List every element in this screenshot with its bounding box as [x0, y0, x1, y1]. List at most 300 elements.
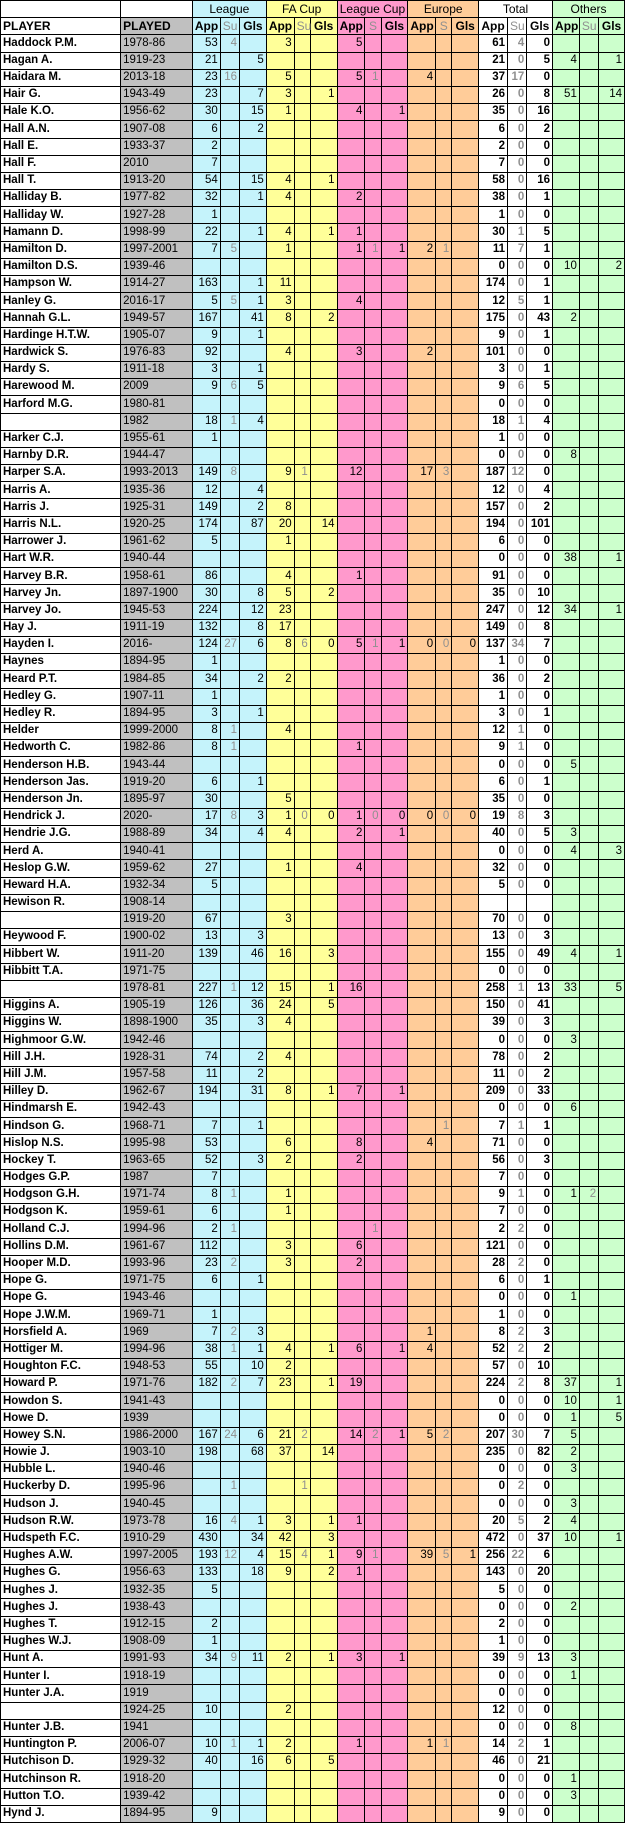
europe-gls	[452, 946, 479, 963]
facup-gls	[310, 722, 337, 739]
played-years: 1958-61	[121, 568, 193, 585]
league-su	[220, 1204, 239, 1221]
total-app: 78	[479, 1049, 508, 1066]
europe-gls	[452, 1066, 479, 1083]
europe-su	[436, 1530, 452, 1547]
total-su: 0	[508, 654, 527, 671]
facup-gls	[310, 1496, 337, 1513]
total-app: 9	[479, 740, 508, 757]
league-app	[192, 447, 220, 464]
others-app: 5	[553, 1427, 580, 1444]
others-gls	[599, 121, 625, 138]
facup-gls	[310, 1393, 337, 1410]
total-su: 5	[508, 293, 527, 310]
others-su	[579, 1771, 598, 1788]
header-gls: Gls	[381, 18, 408, 35]
facup-app: 3	[266, 35, 294, 52]
total-app: 1	[479, 1307, 508, 1324]
europe-gls	[452, 1530, 479, 1547]
total-gls: 101	[527, 516, 553, 533]
league-su	[220, 826, 239, 843]
league-app	[192, 1599, 220, 1616]
europe-app	[408, 1307, 436, 1324]
others-app	[553, 963, 580, 980]
total-app: 11	[479, 241, 508, 258]
league-app: 40	[192, 1754, 220, 1771]
league-gls: 1	[240, 1118, 267, 1135]
total-gls: 0	[527, 1668, 553, 1685]
facup-app: 3	[266, 1513, 294, 1530]
league-su	[220, 207, 239, 224]
league-gls: 46	[240, 946, 267, 963]
europe-su	[436, 190, 452, 207]
europe-gls	[452, 430, 479, 447]
others-gls	[599, 1685, 625, 1702]
facup-app: 1	[266, 860, 294, 877]
total-app: 70	[479, 911, 508, 928]
leaguecup-su	[365, 1358, 381, 1375]
others-su	[579, 1685, 598, 1702]
total-su: 0	[508, 1444, 527, 1461]
facup-app	[266, 1393, 294, 1410]
total-app: 36	[479, 671, 508, 688]
league-gls: 18	[240, 1565, 267, 1582]
leaguecup-app	[337, 1204, 365, 1221]
leaguecup-gls	[381, 1616, 408, 1633]
total-app: 0	[479, 1599, 508, 1616]
others-su	[579, 172, 598, 189]
facup-app	[266, 52, 294, 69]
europe-su	[436, 1616, 452, 1633]
others-app	[553, 396, 580, 413]
league-app: 3	[192, 705, 220, 722]
table-row	[1, 1290, 625, 1307]
others-app	[553, 877, 580, 894]
league-su	[220, 344, 239, 361]
total-app: 5	[479, 1582, 508, 1599]
header-s: S	[365, 18, 381, 35]
facup-su	[294, 413, 310, 430]
league-su	[220, 705, 239, 722]
facup-app	[266, 1066, 294, 1083]
europe-app	[408, 791, 436, 808]
others-app: 10	[553, 258, 580, 275]
total-su: 0	[508, 791, 527, 808]
leaguecup-su: 2	[365, 1427, 381, 1444]
league-su	[220, 138, 239, 155]
europe-app	[408, 1565, 436, 1582]
total-su: 0	[508, 997, 527, 1014]
facup-gls	[310, 430, 337, 447]
league-gls: 6	[240, 636, 267, 653]
leaguecup-su	[365, 138, 381, 155]
group-fa-cup: FA Cup	[266, 1, 337, 18]
others-su	[579, 1496, 598, 1513]
facup-su	[294, 1651, 310, 1668]
leaguecup-su	[365, 1135, 381, 1152]
player-name: Haynes	[1, 654, 121, 671]
others-gls	[599, 396, 625, 413]
league-app: 7	[192, 1118, 220, 1135]
facup-gls: 2	[310, 310, 337, 327]
league-gls	[240, 740, 267, 757]
others-su	[579, 1599, 598, 1616]
total-gls: 0	[527, 1771, 553, 1788]
facup-su	[294, 774, 310, 791]
total-gls: 1	[527, 1118, 553, 1135]
league-gls	[240, 1685, 267, 1702]
others-su	[579, 1461, 598, 1478]
facup-app: 4	[266, 826, 294, 843]
europe-app	[408, 1152, 436, 1169]
played-years: 1920-25	[121, 516, 193, 533]
total-gls: 0	[527, 1290, 553, 1307]
europe-su	[436, 1376, 452, 1393]
facup-gls	[310, 499, 337, 516]
facup-app	[266, 361, 294, 378]
leaguecup-gls: 1	[381, 1341, 408, 1358]
league-su	[220, 843, 239, 860]
others-su	[579, 1805, 598, 1822]
others-gls	[599, 1427, 625, 1444]
player-name: Hall A.N.	[1, 121, 121, 138]
league-gls	[240, 1668, 267, 1685]
facup-su	[294, 155, 310, 172]
europe-su	[436, 929, 452, 946]
total-su: 0	[508, 1633, 527, 1650]
facup-su	[294, 671, 310, 688]
europe-gls	[452, 447, 479, 464]
played-years: 1971-74	[121, 1186, 193, 1203]
total-gls: 0	[527, 69, 553, 86]
league-su: 8	[220, 808, 239, 825]
others-gls: 1	[599, 1376, 625, 1393]
total-su: 30	[508, 1427, 527, 1444]
league-su: 4	[220, 35, 239, 52]
league-app: 74	[192, 1049, 220, 1066]
total-app: 26	[479, 86, 508, 103]
league-gls: 6	[240, 1427, 267, 1444]
player-name: Hall F.	[1, 155, 121, 172]
league-gls	[240, 1582, 267, 1599]
total-su: 0	[508, 52, 527, 69]
facup-gls	[310, 1307, 337, 1324]
league-gls	[240, 1307, 267, 1324]
leaguecup-su	[365, 1513, 381, 1530]
league-gls: 2	[240, 1066, 267, 1083]
league-app: 35	[192, 1015, 220, 1032]
league-app: 430	[192, 1530, 220, 1547]
facup-app: 3	[266, 1255, 294, 1272]
league-app: 224	[192, 602, 220, 619]
total-su: 0	[508, 946, 527, 963]
europe-gls	[452, 671, 479, 688]
facup-su	[294, 826, 310, 843]
others-gls	[599, 1152, 625, 1169]
facup-gls	[310, 121, 337, 138]
facup-gls	[310, 344, 337, 361]
facup-app	[266, 1169, 294, 1186]
facup-gls	[310, 602, 337, 619]
total-su: 0	[508, 1719, 527, 1736]
facup-gls: 0	[310, 808, 337, 825]
europe-gls	[452, 1788, 479, 1805]
player-name: Hendrie J.G.	[1, 826, 121, 843]
leaguecup-gls	[381, 1702, 408, 1719]
leaguecup-su	[365, 1702, 381, 1719]
leaguecup-gls	[381, 929, 408, 946]
played-years: 1911-18	[121, 361, 193, 378]
facup-su	[294, 740, 310, 757]
player-name: Hagan A.	[1, 52, 121, 69]
total-app: 0	[479, 447, 508, 464]
europe-gls	[452, 1238, 479, 1255]
leaguecup-su	[365, 585, 381, 602]
europe-app	[408, 1376, 436, 1393]
facup-su	[294, 52, 310, 69]
leaguecup-gls	[381, 258, 408, 275]
table-row	[1, 671, 625, 688]
others-app: 1	[553, 1186, 580, 1203]
total-su: 0	[508, 499, 527, 516]
europe-app	[408, 207, 436, 224]
leaguecup-su	[365, 1290, 381, 1307]
leaguecup-app	[337, 1118, 365, 1135]
facup-app: 16	[266, 946, 294, 963]
leaguecup-gls	[381, 86, 408, 103]
others-app: 34	[553, 602, 580, 619]
europe-app	[408, 1651, 436, 1668]
total-gls: 37	[527, 1530, 553, 1547]
leaguecup-su	[365, 654, 381, 671]
leaguecup-gls	[381, 963, 408, 980]
europe-app	[408, 430, 436, 447]
total-su: 2	[508, 1736, 527, 1753]
table-row	[1, 430, 625, 447]
league-su	[220, 310, 239, 327]
others-gls	[599, 774, 625, 791]
facup-su	[294, 190, 310, 207]
player-name: Howey S.N.	[1, 1427, 121, 1444]
total-su: 0	[508, 447, 527, 464]
total-gls: 0	[527, 35, 553, 52]
europe-app	[408, 104, 436, 121]
played-years: 1994-96	[121, 1341, 193, 1358]
facup-app	[266, 654, 294, 671]
europe-su	[436, 1668, 452, 1685]
facup-su	[294, 1238, 310, 1255]
europe-su	[436, 1032, 452, 1049]
europe-app: 0	[408, 636, 436, 653]
europe-su	[436, 1101, 452, 1118]
leaguecup-app: 8	[337, 1135, 365, 1152]
league-app: 7	[192, 1324, 220, 1341]
others-app: 2	[553, 1444, 580, 1461]
europe-app	[408, 121, 436, 138]
europe-su	[436, 327, 452, 344]
europe-gls: 1	[452, 1547, 479, 1564]
leaguecup-gls	[381, 1547, 408, 1564]
player-name: Hibbitt T.A.	[1, 963, 121, 980]
others-gls: 1	[599, 602, 625, 619]
league-app: 34	[192, 671, 220, 688]
player-name: Hampson W.	[1, 276, 121, 293]
played-years: 2016-17	[121, 293, 193, 310]
europe-gls	[452, 843, 479, 860]
played-years: 1944-47	[121, 447, 193, 464]
player-name: Howard P.	[1, 1376, 121, 1393]
leaguecup-gls	[381, 946, 408, 963]
player-name: Harrower J.	[1, 533, 121, 550]
others-gls	[599, 808, 625, 825]
league-app: 2	[192, 1221, 220, 1238]
player-name: Hunter J.B.	[1, 1719, 121, 1736]
europe-su	[436, 1685, 452, 1702]
europe-su	[436, 276, 452, 293]
table-row	[1, 1358, 625, 1375]
europe-gls	[452, 1410, 479, 1427]
facup-app	[266, 207, 294, 224]
group-others: Others	[553, 1, 625, 18]
europe-gls	[452, 35, 479, 52]
played-years: 2006-07	[121, 1736, 193, 1753]
table-row	[1, 499, 625, 516]
total-gls: 0	[527, 1135, 553, 1152]
facup-app: 6	[266, 1135, 294, 1152]
league-su: 1	[220, 1736, 239, 1753]
league-app: 54	[192, 172, 220, 189]
leaguecup-app	[337, 361, 365, 378]
europe-su	[436, 671, 452, 688]
leaguecup-su: 1	[365, 69, 381, 86]
league-gls	[240, 1616, 267, 1633]
total-su: 0	[508, 121, 527, 138]
player-name: Hughes A.W.	[1, 1547, 121, 1564]
europe-app	[408, 1015, 436, 1032]
table-row	[1, 1169, 625, 1186]
leaguecup-app	[337, 1186, 365, 1203]
league-su	[220, 327, 239, 344]
others-gls	[599, 482, 625, 499]
player-name: Higgins W.	[1, 1015, 121, 1032]
facup-su	[294, 791, 310, 808]
leaguecup-gls	[381, 499, 408, 516]
others-app	[553, 568, 580, 585]
total-app: 28	[479, 1255, 508, 1272]
europe-su	[436, 980, 452, 997]
europe-app	[408, 826, 436, 843]
others-su	[579, 396, 598, 413]
facup-gls	[310, 35, 337, 52]
leaguecup-app	[337, 911, 365, 928]
europe-gls	[452, 276, 479, 293]
europe-app	[408, 1444, 436, 1461]
league-app: 149	[192, 465, 220, 482]
facup-gls	[310, 69, 337, 86]
facup-app: 3	[266, 911, 294, 928]
total-gls: 0	[527, 568, 553, 585]
others-su	[579, 619, 598, 636]
total-gls: 0	[527, 654, 553, 671]
facup-gls	[310, 104, 337, 121]
league-gls	[240, 1101, 267, 1118]
europe-su	[436, 963, 452, 980]
others-su	[579, 1582, 598, 1599]
facup-su	[294, 997, 310, 1014]
others-su	[579, 207, 598, 224]
league-gls	[240, 1410, 267, 1427]
facup-app: 11	[266, 276, 294, 293]
europe-gls	[452, 1754, 479, 1771]
others-gls	[599, 379, 625, 396]
played-years: 1948-53	[121, 1358, 193, 1375]
league-su: 27	[220, 636, 239, 653]
table-row	[1, 568, 625, 585]
played-years: 1941-43	[121, 1393, 193, 1410]
total-su: 1	[508, 224, 527, 241]
facup-gls	[310, 1685, 337, 1702]
league-su	[220, 1135, 239, 1152]
leaguecup-su	[365, 671, 381, 688]
europe-app	[408, 361, 436, 378]
facup-gls	[310, 1152, 337, 1169]
europe-su	[436, 1186, 452, 1203]
europe-gls	[452, 379, 479, 396]
europe-su	[436, 413, 452, 430]
leaguecup-app	[337, 1788, 365, 1805]
league-su	[220, 1702, 239, 1719]
facup-gls	[310, 327, 337, 344]
leaguecup-gls	[381, 1599, 408, 1616]
leaguecup-app: 9	[337, 1547, 365, 1564]
league-gls	[240, 1135, 267, 1152]
leaguecup-su	[365, 946, 381, 963]
europe-su	[436, 1049, 452, 1066]
facup-gls	[310, 1702, 337, 1719]
europe-gls	[452, 104, 479, 121]
facup-su	[294, 69, 310, 86]
facup-su	[294, 1324, 310, 1341]
league-app: 9	[192, 327, 220, 344]
facup-app: 4	[266, 568, 294, 585]
league-gls	[240, 430, 267, 447]
total-su: 0	[508, 963, 527, 980]
europe-gls	[452, 1736, 479, 1753]
others-app: 8	[553, 1719, 580, 1736]
total-app: 35	[479, 585, 508, 602]
player-name: Hodgson G.H.	[1, 1186, 121, 1203]
facup-app: 23	[266, 602, 294, 619]
others-gls	[599, 69, 625, 86]
facup-gls	[310, 1032, 337, 1049]
total-gls: 0	[527, 1633, 553, 1650]
facup-su	[294, 1788, 310, 1805]
total-app: 52	[479, 1341, 508, 1358]
facup-su: 0	[294, 808, 310, 825]
player-name: Hibbert W.	[1, 946, 121, 963]
others-app	[553, 1754, 580, 1771]
league-su: 4	[220, 1513, 239, 1530]
europe-su: 1	[436, 1118, 452, 1135]
europe-gls	[452, 1015, 479, 1032]
league-gls	[240, 757, 267, 774]
player-name: Hughes T.	[1, 1616, 121, 1633]
facup-su	[294, 619, 310, 636]
facup-gls: 5	[310, 1754, 337, 1771]
played-years: 1940-46	[121, 1461, 193, 1478]
total-gls: 1	[527, 774, 553, 791]
others-su	[579, 602, 598, 619]
